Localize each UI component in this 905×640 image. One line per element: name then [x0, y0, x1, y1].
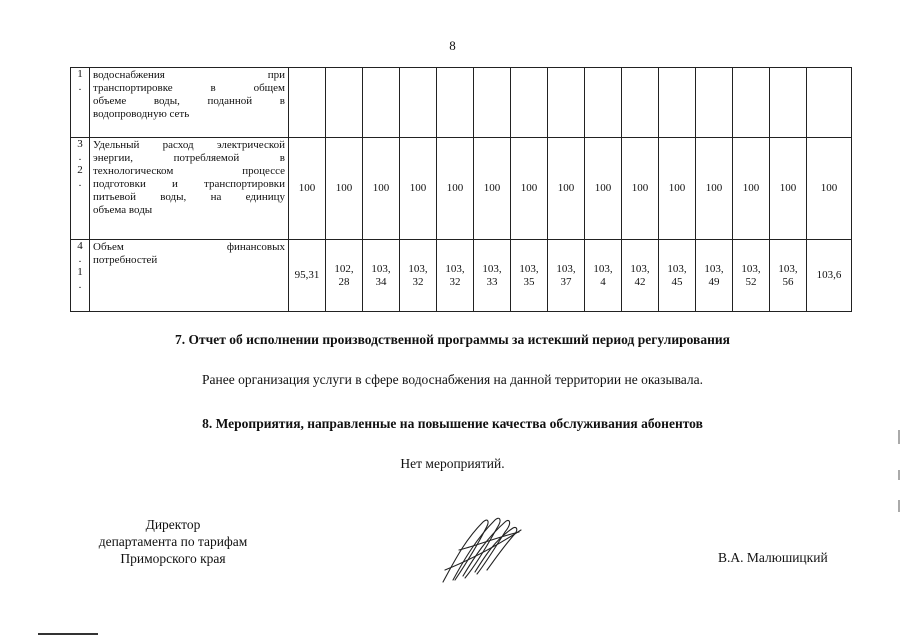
- row-number-cell: [71, 138, 90, 240]
- scan-mark: [898, 430, 900, 444]
- value-cell: 103, 33: [474, 240, 511, 312]
- value-cell: 103, 52: [733, 240, 770, 312]
- value-cell: 100: [622, 138, 659, 240]
- value-cell: 103, 49: [696, 240, 733, 312]
- row-number-char: 2: [77, 164, 83, 176]
- row-number-cell: [71, 240, 90, 312]
- section-7-heading: 7. Отчет об исполнении производственной программы за истекший период регулирования: [175, 332, 730, 347]
- indicator-description: [90, 240, 289, 312]
- indicator-description: [90, 68, 289, 138]
- value-cell: [696, 68, 733, 138]
- value-cell: 100: [437, 138, 474, 240]
- signatory-title-line: департамента по тарифам: [98, 534, 248, 549]
- value-cell: [733, 68, 770, 138]
- row-number-char: 3: [77, 138, 83, 150]
- value-cell: 100: [659, 138, 696, 240]
- row-number-char: .: [78, 253, 82, 265]
- row-number-char: 1: [77, 266, 83, 278]
- row-number-char: 4: [77, 240, 83, 252]
- value-cell: [511, 68, 548, 138]
- description-line: водопроводную сеть: [93, 108, 190, 120]
- page-number: 8: [449, 38, 456, 53]
- value-cell: [622, 68, 659, 138]
- value-cell: 100: [363, 138, 400, 240]
- value-cell: 103, 37: [548, 240, 585, 312]
- table-row: [71, 240, 852, 312]
- description-line: транспортировке в общем: [93, 82, 285, 94]
- value-cell: 100: [733, 138, 770, 240]
- row-number-char: .: [78, 81, 82, 93]
- row-number-char: .: [78, 177, 82, 189]
- section-8-text: Нет мероприятий.: [400, 456, 505, 471]
- value-cell: [659, 68, 696, 138]
- value-cell: 100: [511, 138, 548, 240]
- signatory-title-line: Директор: [145, 517, 201, 532]
- value-cell: 103, 45: [659, 240, 696, 312]
- description-line: питьевой воды, на единицу: [93, 191, 285, 203]
- description-line: объеме воды, поданной в: [93, 95, 285, 107]
- value-cell: 100: [474, 138, 511, 240]
- signatory-title-line: Приморского края: [120, 551, 226, 566]
- value-cell: [400, 68, 437, 138]
- value-cell: 103, 32: [400, 240, 437, 312]
- handwritten-signature: [435, 510, 525, 590]
- description-line: водоснабжения при: [93, 69, 285, 81]
- value-cell: 103, 42: [622, 240, 659, 312]
- description-line: Объем финансовых: [93, 241, 285, 253]
- description-line: энергии, потребляемой в: [93, 152, 285, 164]
- section-7-text: Ранее организация услуги в сфере водоснабжения на данной территории не оказывала.: [202, 372, 703, 387]
- value-cell: 100: [289, 138, 326, 240]
- value-cell: [289, 68, 326, 138]
- value-cell: 103, 35: [511, 240, 548, 312]
- signatory-name: В.А. Малюшицкий: [718, 550, 828, 565]
- value-cell: [474, 68, 511, 138]
- value-cell: [437, 68, 474, 138]
- value-cell: [585, 68, 622, 138]
- value-cell: 100: [770, 138, 807, 240]
- description-line: объема воды: [93, 204, 153, 216]
- description-line: технологическом процессе: [93, 165, 285, 177]
- table-row: [71, 138, 852, 240]
- value-cell: 100: [696, 138, 733, 240]
- value-cell: 100: [585, 138, 622, 240]
- value-cell: [548, 68, 585, 138]
- value-cell: 95,31: [289, 240, 326, 312]
- scan-mark: [898, 470, 900, 480]
- row-number-char: 1: [77, 68, 83, 80]
- value-cell: [363, 68, 400, 138]
- value-cell: 100: [326, 138, 363, 240]
- signatory-title: [78, 516, 268, 567]
- value-cell: 100: [400, 138, 437, 240]
- table-row: [71, 68, 852, 138]
- row-number-cell: [71, 68, 90, 138]
- description-line: подготовки и транспортировки: [93, 178, 285, 190]
- section-8-heading: 8. Мероприятия, направленные на повышение качества обслуживания абонентов: [202, 416, 703, 431]
- value-cell: 100: [548, 138, 585, 240]
- value-cell: 103, 4: [585, 240, 622, 312]
- value-cell: 103,6: [807, 240, 852, 312]
- value-cell: 103, 56: [770, 240, 807, 312]
- description-line: потребностей: [93, 254, 158, 266]
- indicators-table: [70, 67, 852, 312]
- value-cell: 100: [807, 138, 852, 240]
- value-cell: [770, 68, 807, 138]
- row-number-char: .: [78, 279, 82, 291]
- scan-edge-line: [38, 633, 98, 635]
- value-cell: 103, 34: [363, 240, 400, 312]
- value-cell: [807, 68, 852, 138]
- value-cell: [326, 68, 363, 138]
- indicator-description: [90, 138, 289, 240]
- description-line: Удельный расход электрической: [93, 139, 285, 151]
- scan-mark: [898, 500, 900, 512]
- row-number-char: .: [78, 151, 82, 163]
- value-cell: 102, 28: [326, 240, 363, 312]
- value-cell: 103, 32: [437, 240, 474, 312]
